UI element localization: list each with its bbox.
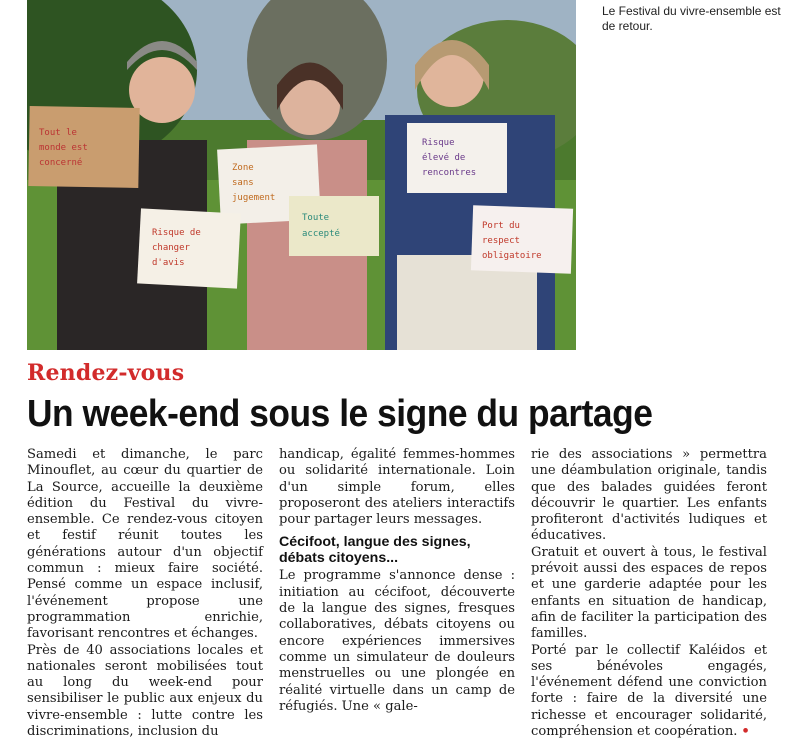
photo-caption: Le Festival du vivre-ensemble est de retour. (602, 4, 781, 33)
svg-text:obligatoire: obligatoire (482, 251, 542, 261)
sign-risque-rencontres (407, 123, 507, 193)
svg-text:Zone: Zone (232, 163, 254, 173)
svg-text:rencontres: rencontres (422, 168, 477, 178)
svg-text:jugement: jugement (232, 193, 276, 203)
paragraph-text: Porté par le collectif Kaléidos et ses bénévoles engagés, l'événement défend une conviction forte : faire de la diversité une richesse et encourager solidarité, compréhension et coopération. (531, 642, 767, 740)
svg-text:respect: respect (482, 236, 520, 246)
svg-text:concerné: concerné (39, 158, 83, 168)
article-kicker: Rendez-vous (27, 360, 185, 386)
svg-text:Toute: Toute (302, 213, 330, 223)
paragraph: handicap, égalité femmes-hommes ou solidarité internationale. Loin d'un simple forum, elles proposeront des ateliers interactifs pour partager leurs messages. (279, 447, 515, 528)
paragraph: Près de 40 associations locales et nationales seront mobilisées tout au long du week-end pour sensibiliser le public aux enjeux du vivre-ensemble : lutte contre les discriminations, inclusion du (27, 642, 263, 740)
column-3 (531, 447, 767, 740)
svg-text:Risque: Risque (422, 138, 455, 148)
column-2 (279, 447, 515, 740)
svg-text:Tout le: Tout le (39, 128, 77, 138)
paragraph: Samedi et dimanche, le parc Minouflet, au cœur du quartier de La Source, accueille la deuxième édition du Festival du vivre-ensemble. Ce rendez-vous citoyen et festif réunit toutes les générations autour d'un objectif commun : mieux faire société. Pensé comme un espace inclusif, l'événement propose une programmation enrichie, favorisant rencontres et échanges. (27, 447, 263, 642)
paragraph: Gratuit et ouvert à tous, le festival prévoit aussi des espaces de repos et une garderie adaptée pour les enfants en situation de handicap, afin de faciliter la participation des familles. (531, 544, 767, 642)
paragraph: Le programme s'annonce dense : initiation au cécifoot, découverte de la langue des signes, fresques collaboratives, débats citoyens ou encore expériences immersives comme un simulateur de douleurs menstruelles ou une plongée en réalité virtuelle dans un camp de réfugiés. Une « gale- (279, 568, 515, 714)
svg-text:Port du: Port du (482, 221, 520, 231)
svg-text:monde est: monde est (39, 143, 88, 153)
column-1 (27, 447, 263, 740)
end-mark-icon: • (741, 724, 750, 740)
sign-toute-accepte (289, 196, 379, 256)
svg-text:changer: changer (152, 243, 190, 253)
article-photo (27, 0, 576, 350)
section-subheading: Cécifoot, langue des signes, débats citoyens... (279, 534, 471, 567)
paragraph-last (531, 643, 767, 740)
article-headline: Un week-end sous le signe du partage (27, 393, 653, 435)
svg-text:accepté: accepté (302, 229, 340, 239)
sign-tout-concerne (28, 106, 139, 188)
sign-port-respect (471, 205, 573, 273)
svg-text:sans: sans (232, 178, 254, 188)
sign-changer-avis (137, 208, 241, 288)
svg-text:d'avis: d'avis (152, 258, 185, 268)
svg-text:Risque de: Risque de (152, 228, 201, 238)
svg-text:élevé de: élevé de (422, 153, 466, 163)
article-body (27, 447, 767, 740)
paragraph: rie des associations » permettra une déambulation originale, tandis que des balades guidées feront découvrir le quartier. Les enfants profiteront d'activités ludiques et éducatives. (531, 447, 767, 544)
